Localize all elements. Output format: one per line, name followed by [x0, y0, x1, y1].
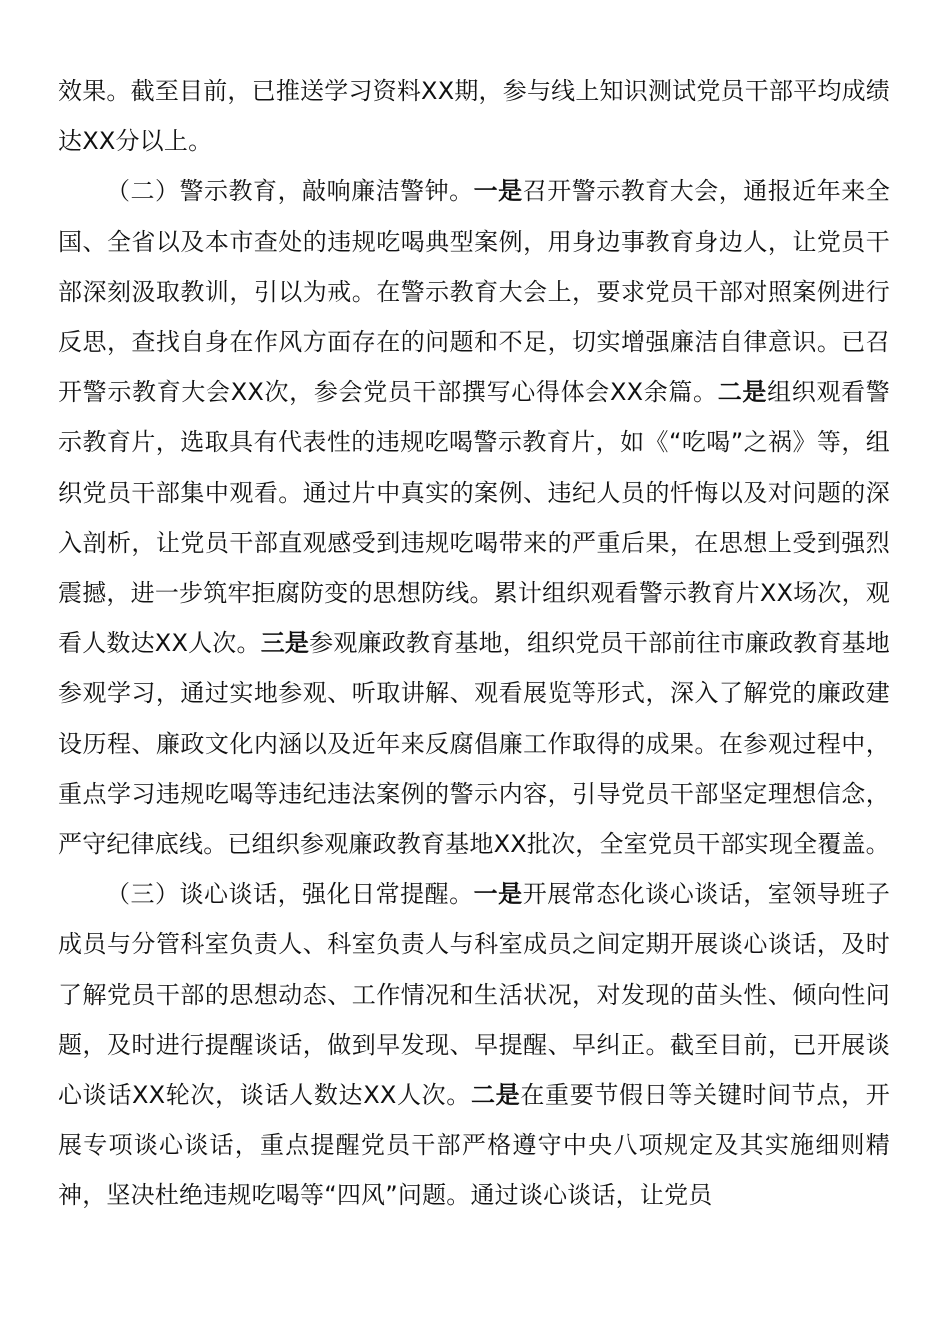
paragraph-1-text: 效果。截至目前，已推送学习资料XX期，参与线上知识测试党员干部平均成绩达XX分以上。 [58, 77, 890, 156]
point-one-label: 一是 [473, 177, 523, 206]
talk-point-one-text: 开展常态化谈心谈话，室领导班子成员与分管科室负责人、科室负责人与科室成员之间定期开展谈心谈话，及时了解党员干部的思想动态、工作情况和生活状况，对发现的苗头性、倾向性问题，及时进行提醒谈话，做到早发现、早提醒、早纠正。截至目前，已开展谈心谈话XX轮次，谈话人数达XX人次。 [58, 880, 891, 1110]
point-two-label: 二是 [717, 378, 768, 407]
paragraph-1 [58, 66, 890, 166]
talk-point-two-text: 在重要节假日等关键时间节点，开展专项谈心谈话，重点提醒党员干部严格遵守中央八项规定及其实施细则精神，坚决杜绝违规吃喝等“四风”问题。通过谈心谈话，让党员 [58, 1081, 891, 1210]
point-three-text: 参观廉政教育基地，组织党员干部前往市廉政教育基地参观学习，通过实地参观、听取讲解、观看展览等形式，深入了解党的廉政建设历程、廉政文化内涵以及近年来反腐倡廉工作取得的成果。在参观过程中，重点学习违规吃喝等违纪违法案例的警示内容，引导党员干部坚定理想信念，严守纪律底线。已组织参观廉政教育基地XX批次，全室党员干部实现全覆盖。 [58, 629, 890, 859]
point-three-label: 三是 [260, 629, 310, 658]
point-one-text: 召开警示教育大会，通报近年来全国、全省以及本市查处的违规吃喝典型案例，用身边事教育身边人，让党员干部深刻汲取教训，引以为戒。在警示教育大会上，要求党员干部对照案例进行反思，查找自身在作风方面存在的问题和不足，切实增强廉洁自律意识。已召开警示教育大会XX次，参会党员干部撰写心得体会XX余篇。 [58, 177, 891, 407]
paragraph-3 [58, 869, 890, 1220]
section-heading-heart-to-heart-talks: （三）谈心谈话，强化日常提醒。 [106, 880, 474, 909]
point-two-text: 组织观看警示教育片，选取具有代表性的违规吃喝警示教育片，如《“吃喝”之祸》等，组织党员干部集中观看。通过片中真实的案例、违纪人员的忏悔以及对问题的深入剖析，让党员干部直观感受到违规吃喝带来的严重后果，在思想上受到强烈震撼，进一步筑牢拒腐防变的思想防线。累计组织观看警示教育片XX场次，观看人数达XX人次。 [58, 378, 890, 658]
document-body [58, 66, 890, 1221]
paragraph-2 [58, 166, 890, 869]
talk-point-two-label: 二是 [470, 1081, 521, 1110]
talk-point-one-label: 一是 [473, 880, 523, 909]
section-heading-warning-education: （二）警示教育，敲响廉洁警钟。 [106, 177, 474, 206]
